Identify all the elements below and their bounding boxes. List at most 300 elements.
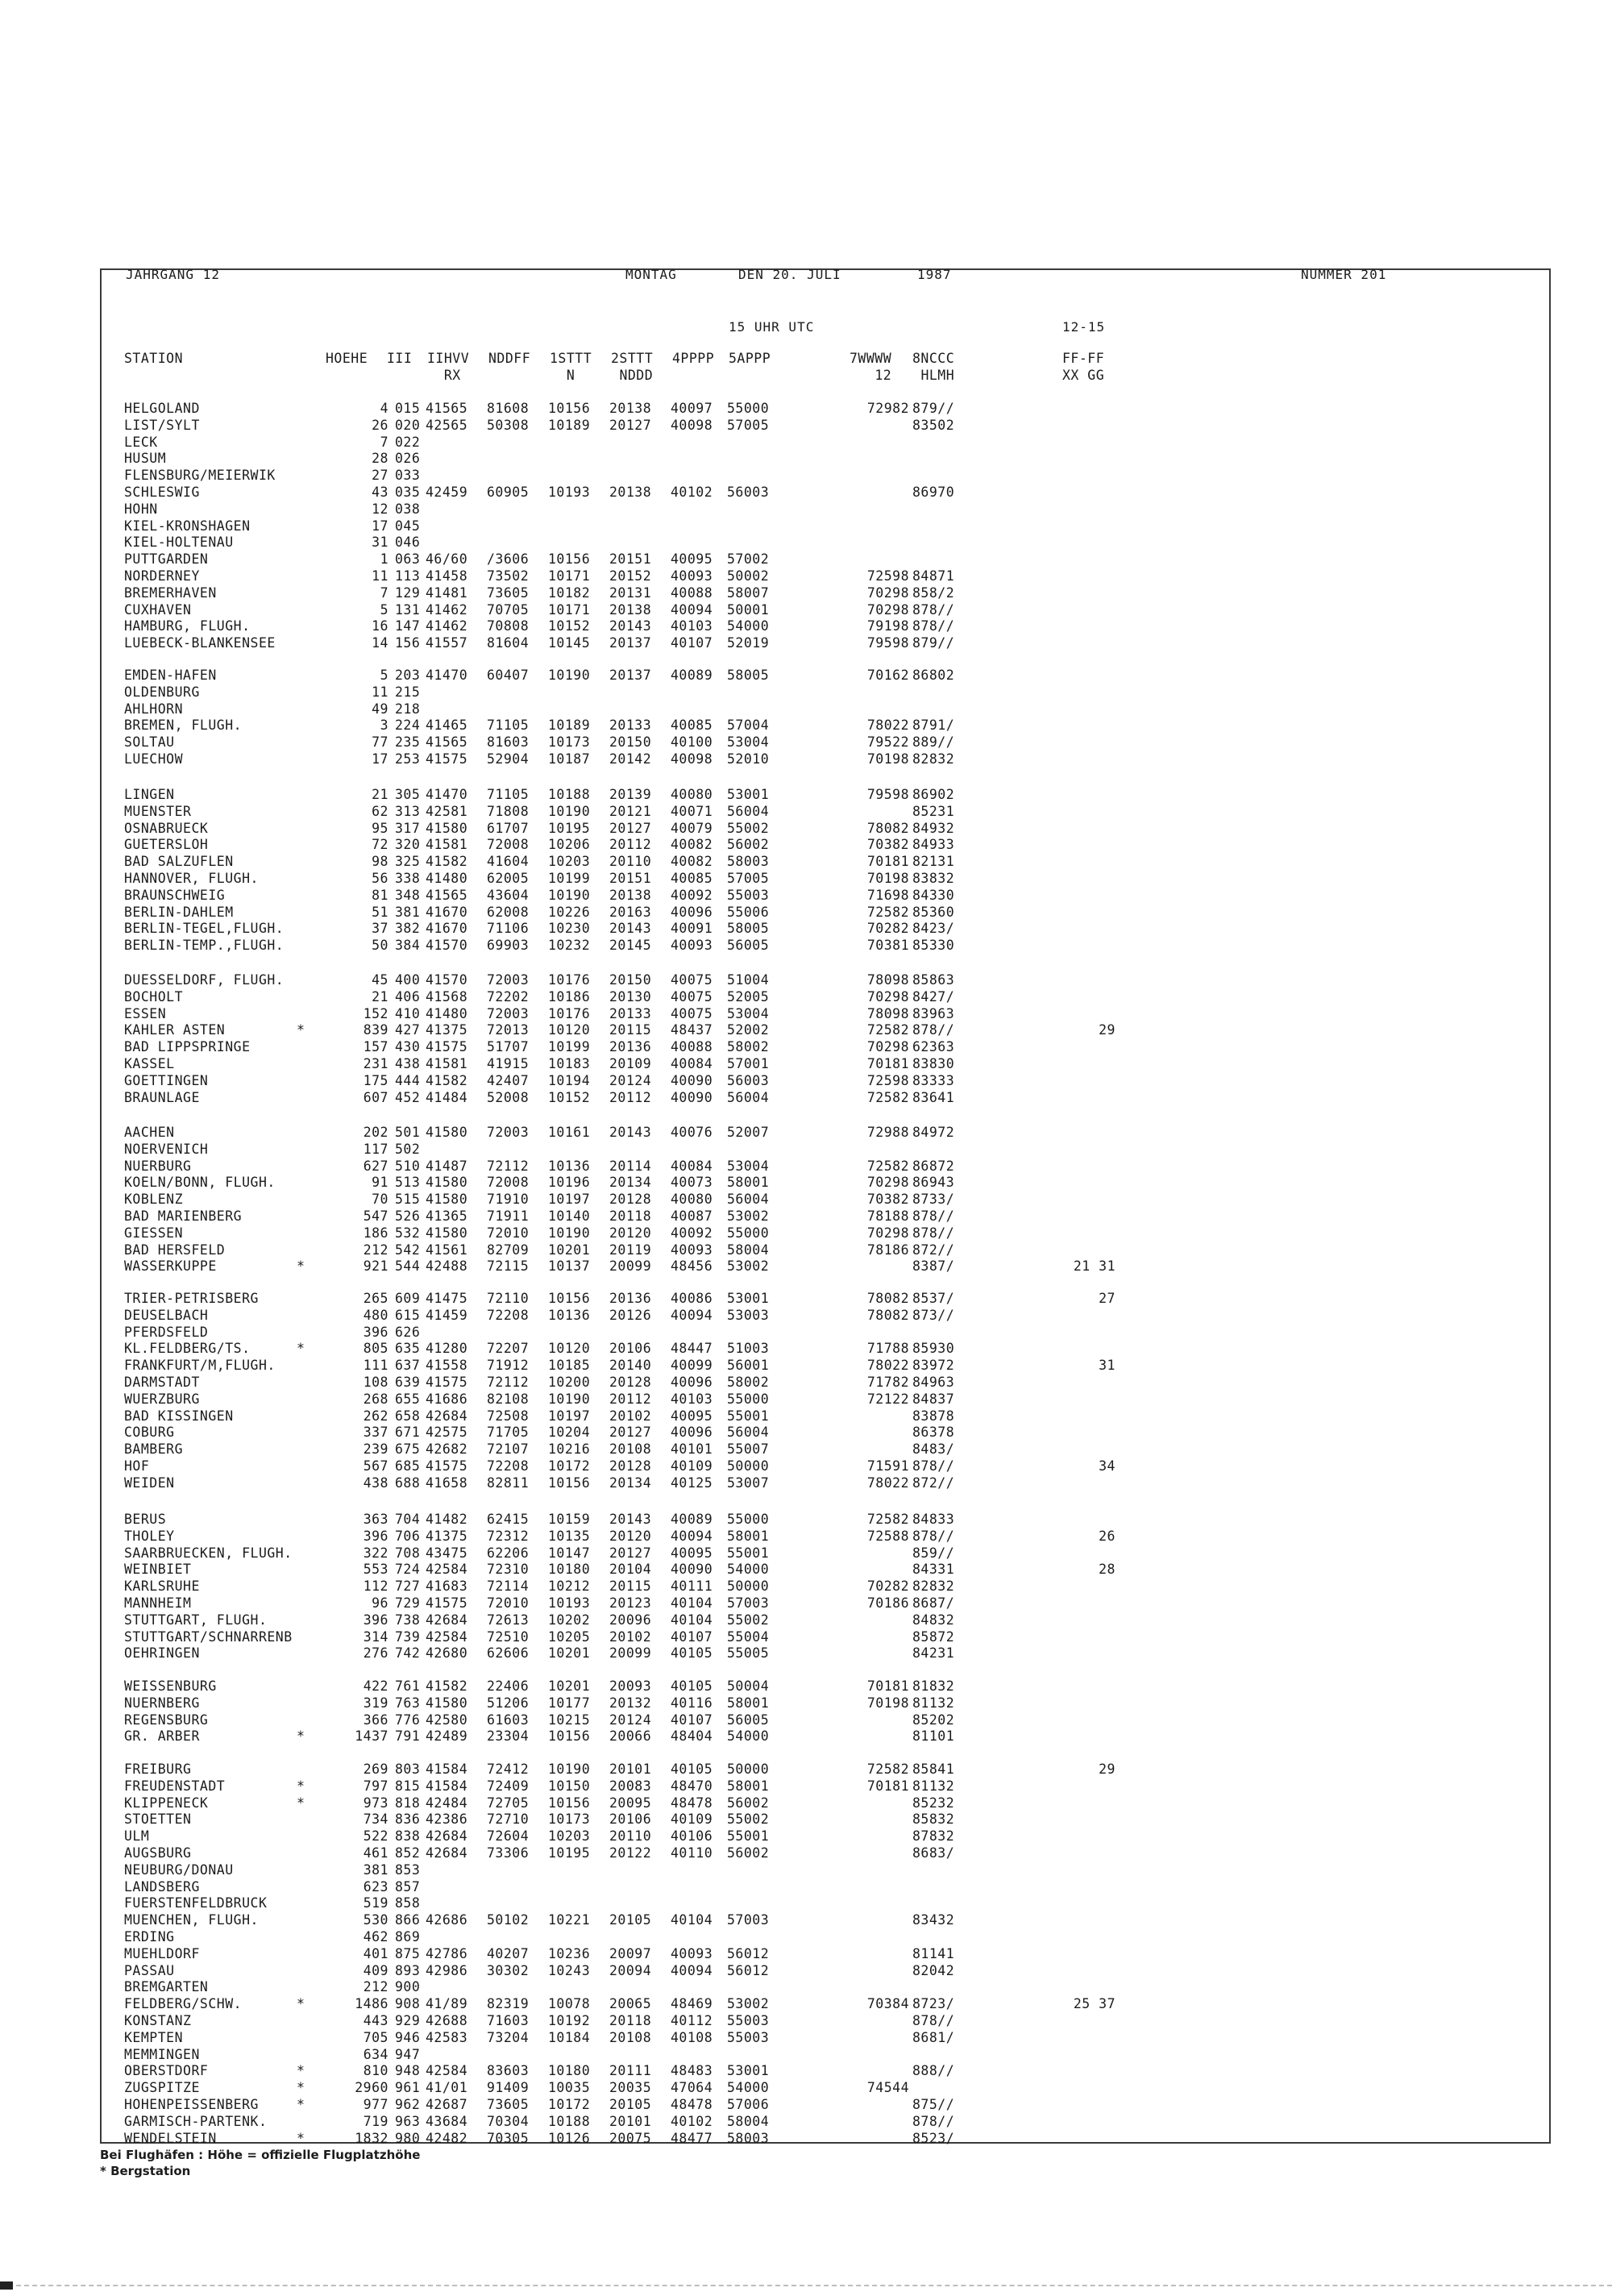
- synop-group: 52002: [727, 1022, 770, 1038]
- station-index: 708: [395, 1545, 421, 1561]
- synop-group: 40104: [671, 1595, 713, 1611]
- synop-group: 10156: [548, 401, 591, 416]
- station-name: BAD LIPPSPRINGE: [124, 1039, 251, 1055]
- station-height: 112: [363, 1578, 388, 1595]
- synop-group: 41480: [426, 870, 468, 886]
- station-index: 438: [395, 1055, 421, 1071]
- cloud-group: 83878: [912, 1408, 955, 1424]
- synop-group: 20035: [609, 2080, 652, 2096]
- station-height: 26: [372, 417, 388, 433]
- synop-group: 41580: [426, 1192, 468, 1208]
- synop-group: 42684: [426, 1612, 468, 1628]
- station-name: PUTTGARDEN: [124, 551, 209, 568]
- station-name: AHLHORN: [124, 701, 184, 717]
- synop-group: 55002: [727, 1612, 770, 1628]
- weather-group: 79598: [866, 635, 909, 651]
- station-name: FLENSBURG/MEIERWIK: [124, 468, 276, 484]
- synop-group: 41484: [426, 1089, 468, 1105]
- station-height: 1486: [355, 1996, 388, 2012]
- station-index: 776: [395, 1712, 421, 1728]
- cloud-group: 84972: [912, 1125, 955, 1140]
- station-height: 381: [363, 1861, 388, 1878]
- cloud-group: 8423/: [912, 921, 955, 937]
- col-iii: III: [387, 351, 413, 366]
- station-height: 3: [380, 718, 388, 734]
- synop-group: 40098: [671, 417, 713, 433]
- synop-group: 20093: [609, 1678, 652, 1694]
- station-height: 839: [363, 1022, 388, 1038]
- synop-group: 50001: [727, 601, 770, 618]
- synop-group: 72003: [487, 972, 530, 988]
- weather-group: 78022: [866, 1475, 909, 1491]
- mountain-station-marker: *: [297, 2080, 305, 2096]
- synop-group: 55000: [727, 1512, 770, 1527]
- cloud-group: 878//: [912, 601, 955, 618]
- synop-group: 53001: [727, 787, 770, 802]
- synop-group: 40105: [671, 1678, 713, 1694]
- weather-group: 78082: [866, 820, 909, 836]
- synop-group: 10188: [548, 2113, 591, 2129]
- station-height: 212: [363, 1979, 388, 1995]
- cloud-group: 83502: [912, 417, 955, 433]
- synop-group: 72003: [487, 1005, 530, 1021]
- synop-group: 10243: [548, 1962, 591, 1978]
- synop-group: 10140: [548, 1208, 591, 1224]
- synop-group: 50000: [727, 1762, 770, 1777]
- weather-group: 70181: [866, 1678, 909, 1694]
- station-index: 045: [395, 518, 421, 534]
- synop-group: 41580: [426, 1695, 468, 1711]
- station-name: WEIDEN: [124, 1475, 175, 1491]
- weather-group: 72598: [866, 568, 909, 584]
- synop-group: 56002: [727, 1795, 770, 1811]
- synop-group: 10173: [548, 734, 591, 751]
- synop-group: 20163: [609, 904, 652, 920]
- synop-group: 22406: [487, 1678, 530, 1694]
- station-index: 962: [395, 2096, 421, 2112]
- cloud-group: 83432: [912, 1912, 955, 1928]
- station-height: 17: [372, 751, 388, 767]
- weather-group: 78022: [866, 718, 909, 734]
- synop-group: 48470: [671, 1778, 713, 1794]
- weather-group: 72588: [866, 1528, 909, 1544]
- cloud-group: 81832: [912, 1678, 955, 1694]
- station-height: 81: [372, 887, 388, 903]
- synop-group: 20127: [609, 1545, 652, 1561]
- synop-group: 20115: [609, 1578, 652, 1595]
- synop-group: 40104: [671, 1612, 713, 1628]
- synop-group: 40106: [671, 1828, 713, 1845]
- station-index: 510: [395, 1158, 421, 1174]
- synop-group: 51206: [487, 1695, 530, 1711]
- synop-group: 10136: [548, 1158, 591, 1174]
- synop-group: 72010: [487, 1595, 530, 1611]
- station-height: 443: [363, 2012, 388, 2028]
- cloud-group: 8483/: [912, 1441, 955, 1458]
- weather-group: 72582: [866, 1089, 909, 1105]
- synop-group: 10161: [548, 1125, 591, 1140]
- station-name: BAD HERSFELD: [124, 1242, 226, 1258]
- synop-group: 41580: [426, 1125, 468, 1140]
- cloud-group: 85330: [912, 938, 955, 954]
- synop-group: 54000: [727, 1728, 770, 1745]
- station-height: 623: [363, 1878, 388, 1895]
- synop-group: 72412: [487, 1762, 530, 1777]
- synop-group: 41570: [426, 972, 468, 988]
- synop-group: 20142: [609, 751, 652, 767]
- synop-group: 53004: [727, 734, 770, 751]
- synop-group: 20109: [609, 1055, 652, 1071]
- station-name: WENDELSTEIN: [124, 2130, 217, 2146]
- synop-group: 41670: [426, 904, 468, 920]
- synop-group: 40103: [671, 1391, 713, 1407]
- synop-group: 40094: [671, 601, 713, 618]
- weather-group: 71698: [866, 887, 909, 903]
- station-name: BAD KISSINGEN: [124, 1408, 234, 1424]
- cloud-group: 873//: [912, 1307, 955, 1323]
- synop-group: 42986: [426, 1962, 468, 1978]
- station-name: GR. ARBER: [124, 1728, 200, 1745]
- cloud-group: 86872: [912, 1158, 955, 1174]
- synop-group: 20065: [609, 1996, 652, 2012]
- station-name: HOHN: [124, 501, 158, 517]
- station-name: MEMMINGEN: [124, 2046, 200, 2062]
- synop-group: 40112: [671, 2012, 713, 2028]
- synop-group: 10190: [548, 803, 591, 819]
- synop-group: 20145: [609, 938, 652, 954]
- station-index: 626: [395, 1324, 421, 1340]
- station-index: 738: [395, 1612, 421, 1628]
- station-name: LUECHOW: [124, 751, 184, 767]
- cloud-group: 878//: [912, 1022, 955, 1038]
- station-height: 268: [363, 1391, 388, 1407]
- station-name: HUSUM: [124, 451, 167, 467]
- synop-group: 40095: [671, 1408, 713, 1424]
- station-index: 320: [395, 837, 421, 853]
- cloud-group: 84832: [912, 1612, 955, 1628]
- synop-group: 20143: [609, 1125, 652, 1140]
- synop-group: 72705: [487, 1795, 530, 1811]
- synop-group: 20101: [609, 2113, 652, 2129]
- synop-group: 41375: [426, 1022, 468, 1038]
- synop-group: 20139: [609, 787, 652, 802]
- col-2sttt: 2STTT NDDD: [611, 351, 654, 383]
- station-index: 131: [395, 601, 421, 618]
- synop-group: 42684: [426, 1408, 468, 1424]
- synop-group: 20066: [609, 1728, 652, 1745]
- synop-group: 20127: [609, 1425, 652, 1441]
- cloud-group: 86802: [912, 668, 955, 683]
- synop-group: 10215: [548, 1712, 591, 1728]
- station-index: 129: [395, 584, 421, 601]
- weather-group: 70298: [866, 601, 909, 618]
- station-height: 1437: [355, 1728, 388, 1745]
- synop-group: 40093: [671, 1242, 713, 1258]
- synop-group: 58002: [727, 1039, 770, 1055]
- cloud-group: 84932: [912, 820, 955, 836]
- synop-group: 10145: [548, 635, 591, 651]
- synop-group: 54000: [727, 1562, 770, 1578]
- mountain-station-marker: *: [297, 1778, 305, 1794]
- station-index: 022: [395, 434, 421, 450]
- weather-group: 70298: [866, 1175, 909, 1191]
- synop-group: 70705: [487, 601, 530, 618]
- synop-group: 10171: [548, 601, 591, 618]
- station-height: 276: [363, 1645, 388, 1662]
- synop-group: 20137: [609, 668, 652, 683]
- synop-group: 42565: [426, 417, 468, 433]
- station-index: 015: [395, 401, 421, 416]
- station-name: MUENCHEN, FLUGH.: [124, 1912, 259, 1928]
- station-height: 519: [363, 1895, 388, 1911]
- station-name: BRAUNLAGE: [124, 1089, 200, 1105]
- synop-group: 55001: [727, 1828, 770, 1845]
- synop-group: 40107: [671, 1712, 713, 1728]
- synop-group: 41470: [426, 787, 468, 802]
- synop-group: 72114: [487, 1578, 530, 1595]
- synop-group: 57002: [727, 551, 770, 568]
- weather-group: 78082: [866, 1307, 909, 1323]
- station-index: 685: [395, 1458, 421, 1474]
- station-index: 609: [395, 1291, 421, 1306]
- synop-group: 58002: [727, 1374, 770, 1390]
- cloud-group: 83963: [912, 1005, 955, 1021]
- synop-group: 20118: [609, 2012, 652, 2028]
- station-index: 742: [395, 1645, 421, 1662]
- synop-group: 42684: [426, 1828, 468, 1845]
- synop-group: 48478: [671, 2096, 713, 2112]
- synop-group: 20134: [609, 1175, 652, 1191]
- station-height: 98: [372, 854, 388, 870]
- cloud-group: 8537/: [912, 1291, 955, 1306]
- synop-group: 10195: [548, 820, 591, 836]
- station-index: 857: [395, 1878, 421, 1895]
- station-height: 5: [380, 601, 388, 618]
- station-height: 409: [363, 1962, 388, 1978]
- synop-group: 40095: [671, 1545, 713, 1561]
- synop-group: 43684: [426, 2113, 468, 2129]
- synop-group: 10201: [548, 1645, 591, 1662]
- station-index: 961: [395, 2080, 421, 2096]
- station-name: SAARBRUECKEN, FLUGH.: [124, 1545, 293, 1561]
- synop-group: 72409: [487, 1778, 530, 1794]
- synop-group: 40076: [671, 1125, 713, 1140]
- synop-group: 54000: [727, 618, 770, 634]
- synop-group: 10180: [548, 1562, 591, 1578]
- station-index: 035: [395, 484, 421, 500]
- station-height: 265: [363, 1291, 388, 1306]
- synop-group: 40075: [671, 1005, 713, 1021]
- weather-group: 70382: [866, 837, 909, 853]
- synop-group: 58005: [727, 921, 770, 937]
- station-index: 946: [395, 2029, 421, 2045]
- synop-group: 48469: [671, 1996, 713, 2012]
- synop-group: 20124: [609, 1072, 652, 1088]
- station-height: 17: [372, 518, 388, 534]
- synop-group: 56002: [727, 1845, 770, 1861]
- synop-group: 42684: [426, 1845, 468, 1861]
- col-1sttt: 1STTT N: [550, 351, 592, 383]
- col-5appp: 5APPP: [729, 351, 771, 366]
- synop-group: 40075: [671, 988, 713, 1004]
- synop-group: 42584: [426, 1628, 468, 1645]
- synop-group: 10187: [548, 751, 591, 767]
- station-index: 513: [395, 1175, 421, 1191]
- station-name: OLDENBURG: [124, 684, 200, 700]
- synop-group: 41558: [426, 1358, 468, 1374]
- station-name: FELDBERG/SCHW.: [124, 1996, 243, 2012]
- station-height: 363: [363, 1512, 388, 1527]
- synop-group: 41670: [426, 921, 468, 937]
- synop-group: 42584: [426, 2063, 468, 2079]
- synop-group: 20132: [609, 1695, 652, 1711]
- station-name: BOCHOLT: [124, 988, 184, 1004]
- synop-group: 10194: [548, 1072, 591, 1088]
- wind-gust-group: 27: [1099, 1291, 1116, 1306]
- synop-group: 55000: [727, 1391, 770, 1407]
- synop-group: 20133: [609, 1005, 652, 1021]
- weather-group: 78098: [866, 1005, 909, 1021]
- synop-group: 40093: [671, 938, 713, 954]
- synop-group: 72208: [487, 1307, 530, 1323]
- synop-group: 10152: [548, 618, 591, 634]
- cloud-group: 878//: [912, 1225, 955, 1241]
- cloud-group: 84331: [912, 1562, 955, 1578]
- synop-group: 42580: [426, 1712, 468, 1728]
- station-height: 51: [372, 904, 388, 920]
- synop-group: 41581: [426, 837, 468, 853]
- synop-group: 50000: [727, 1458, 770, 1474]
- synop-group: 40079: [671, 820, 713, 836]
- cloud-group: 85863: [912, 972, 955, 988]
- cloud-group: 84837: [912, 1391, 955, 1407]
- weather-group: 70382: [866, 1192, 909, 1208]
- station-height: 56: [372, 870, 388, 886]
- synop-group: 73502: [487, 568, 530, 584]
- synop-group: 58005: [727, 668, 770, 683]
- station-index: 338: [395, 870, 421, 886]
- synop-group: 40097: [671, 401, 713, 416]
- cloud-group: 8687/: [912, 1595, 955, 1611]
- synop-group: 40207: [487, 1945, 530, 1961]
- synop-group: 10156: [548, 1728, 591, 1745]
- synop-group: 57003: [727, 1595, 770, 1611]
- wind-gust-group: 34: [1099, 1458, 1116, 1474]
- synop-group: 41658: [426, 1475, 468, 1491]
- station-index: 658: [395, 1408, 421, 1424]
- station-height: 231: [363, 1055, 388, 1071]
- cloud-group: 83972: [912, 1358, 955, 1374]
- station-name: WASSERKUPPE: [124, 1258, 217, 1275]
- station-name: CUXHAVEN: [124, 601, 192, 618]
- cloud-group: 84933: [912, 837, 955, 853]
- synop-group: 42688: [426, 2012, 468, 2028]
- synop-group: 42386: [426, 1811, 468, 1828]
- synop-group: 41575: [426, 1374, 468, 1390]
- wind-gust-group: 26: [1099, 1528, 1116, 1544]
- synop-group: 20108: [609, 1441, 652, 1458]
- synop-group: 55006: [727, 904, 770, 920]
- synop-group: 53004: [727, 1005, 770, 1021]
- weather-group: 71788: [866, 1341, 909, 1357]
- synop-group: 20104: [609, 1562, 652, 1578]
- synop-group: 48478: [671, 1795, 713, 1811]
- cloud-group: 878//: [912, 1528, 955, 1544]
- synop-group: 10137: [548, 1258, 591, 1275]
- synop-group: 53007: [727, 1475, 770, 1491]
- synop-group: 41604: [487, 854, 530, 870]
- synop-group: 10188: [548, 787, 591, 802]
- cloud-group: 83830: [912, 1055, 955, 1071]
- station-index: 675: [395, 1441, 421, 1458]
- synop-group: 60905: [487, 484, 530, 500]
- station-height: 11: [372, 568, 388, 584]
- synop-group: 20112: [609, 1391, 652, 1407]
- mountain-station-marker: *: [297, 2063, 305, 2079]
- weather-group: 70198: [866, 1695, 909, 1711]
- station-name: BRAUNSCHWEIG: [124, 887, 226, 903]
- weather-group: 70298: [866, 1225, 909, 1241]
- station-name: BERLIN-TEMP.,FLUGH.: [124, 938, 285, 954]
- synop-group: 56002: [727, 837, 770, 853]
- synop-group: 40108: [671, 2029, 713, 2045]
- synop-group: 40096: [671, 1425, 713, 1441]
- synop-group: 55005: [727, 1645, 770, 1662]
- station-height: 366: [363, 1712, 388, 1728]
- synop-group: 42484: [426, 1795, 468, 1811]
- weather-group: 70381: [866, 938, 909, 954]
- synop-group: 40093: [671, 568, 713, 584]
- station-index: 980: [395, 2130, 421, 2146]
- synop-group: 10196: [548, 1175, 591, 1191]
- station-index: 724: [395, 1562, 421, 1578]
- station-name: KARLSRUHE: [124, 1578, 200, 1595]
- station-height: 396: [363, 1528, 388, 1544]
- synop-group: 53002: [727, 1258, 770, 1275]
- station-height: 202: [363, 1125, 388, 1140]
- station-name: BAMBERG: [124, 1441, 184, 1458]
- synop-group: 71808: [487, 803, 530, 819]
- synop-group: 20105: [609, 2096, 652, 2112]
- synop-group: 72008: [487, 837, 530, 853]
- mountain-station-marker: *: [297, 1258, 305, 1275]
- station-height: 705: [363, 2029, 388, 2045]
- synop-group: 40109: [671, 1811, 713, 1828]
- station-height: 973: [363, 1795, 388, 1811]
- synop-group: 48456: [671, 1258, 713, 1275]
- synop-group: 20128: [609, 1374, 652, 1390]
- station-index: 963: [395, 2113, 421, 2129]
- synop-group: 40105: [671, 1762, 713, 1777]
- cloud-group: 878//: [912, 1458, 955, 1474]
- synop-group: 41470: [426, 668, 468, 683]
- synop-group: 42687: [426, 2096, 468, 2112]
- synop-group: 20134: [609, 1475, 652, 1491]
- weather-group: 71591: [866, 1458, 909, 1474]
- synop-group: 20099: [609, 1645, 652, 1662]
- station-height: 401: [363, 1945, 388, 1961]
- synop-group: 41462: [426, 618, 468, 634]
- synop-group: 20108: [609, 2029, 652, 2045]
- synop-group: 10136: [548, 1307, 591, 1323]
- station-index: 203: [395, 668, 421, 683]
- synop-group: 50002: [727, 568, 770, 584]
- synop-group: 82709: [487, 1242, 530, 1258]
- station-height: 805: [363, 1341, 388, 1357]
- col-station: STATION: [124, 351, 184, 366]
- synop-group: 20128: [609, 1458, 652, 1474]
- weather-group: 78082: [866, 1291, 909, 1306]
